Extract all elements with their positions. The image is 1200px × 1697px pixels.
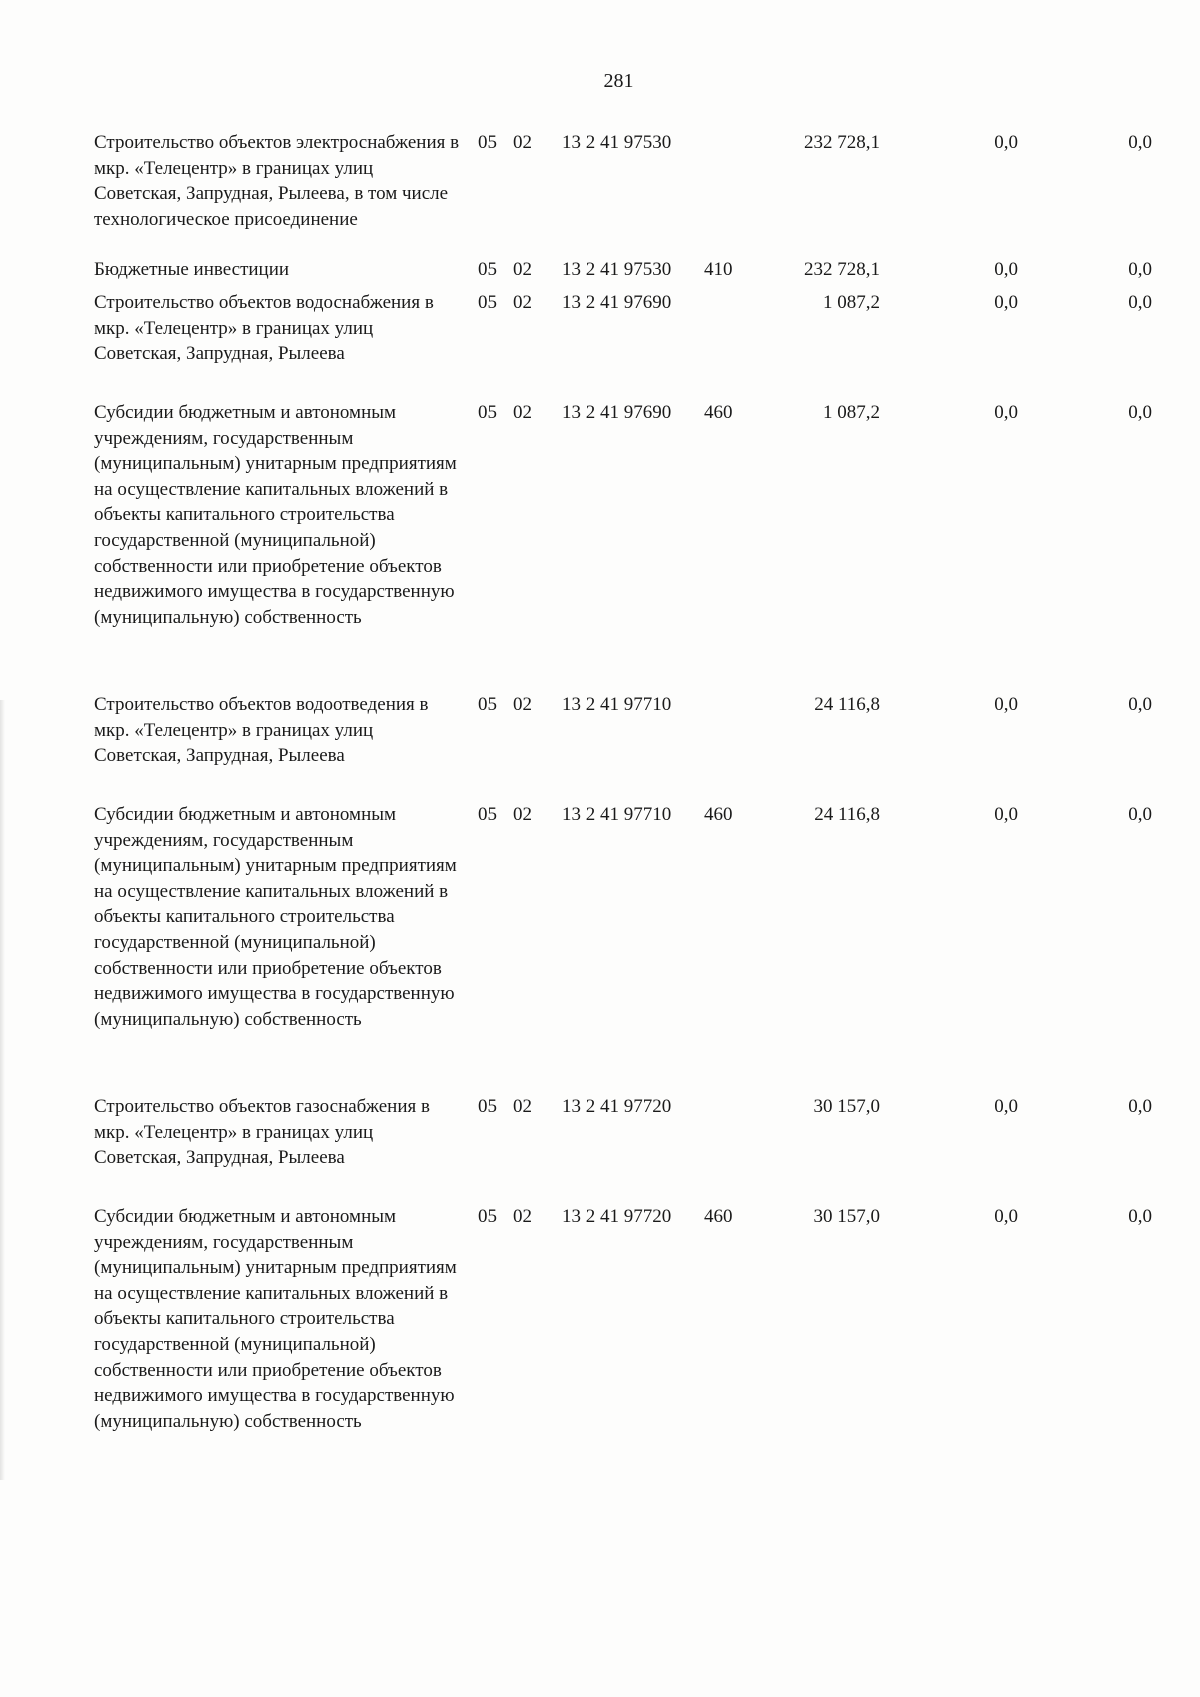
- row-amount-3: 0,0: [1128, 292, 1152, 313]
- row-amount-3: 0,0: [1128, 694, 1152, 715]
- row-section: 05: [478, 1096, 497, 1117]
- row-amount-3: 0,0: [1128, 132, 1152, 153]
- row-amount-1: 24 116,8: [814, 694, 880, 715]
- row-subsection: 02: [513, 132, 532, 153]
- row-amount-1: 30 157,0: [813, 1096, 880, 1117]
- row-subsection: 02: [513, 1096, 532, 1117]
- row-expense-type: 460: [704, 804, 733, 825]
- row-amount-1: 24 116,8: [814, 804, 880, 825]
- table-row: [0, 130, 1200, 257]
- row-amount-2: 0,0: [994, 804, 1018, 825]
- row-subsection: 02: [513, 694, 532, 715]
- row-name: Строительство объектов газоснабжения в мкр. «Телецентр» в границах улиц Советская, Запрудная, Рылеева: [94, 1096, 430, 1169]
- row-subsection: 02: [513, 292, 532, 313]
- row-name: Строительство объектов водоснабжения в мкр. «Телецентр» в границах улиц Советская, Запрудная, Рылеева: [94, 292, 434, 365]
- row-target-code: 13 2 41 97690: [562, 402, 672, 423]
- row-expense-type: 410: [704, 259, 733, 280]
- row-amount-1: 232 728,1: [804, 259, 880, 280]
- row-amount-1: 1 087,2: [823, 402, 880, 423]
- row-section: 05: [478, 694, 497, 715]
- row-name: Субсидии бюджетным и автономным учреждениям, государственным (муниципальным) унитарным предприятиям на осуществление капитальных вложений в объекты капитального строительства государственной (муниципальной) собственности или приобретение объектов недвижимого имущества в государственную (муниципальную) собственность: [94, 1206, 457, 1432]
- row-amount-2: 0,0: [994, 259, 1018, 280]
- row-target-code: 13 2 41 97720: [562, 1096, 672, 1117]
- row-amount-1: 232 728,1: [804, 132, 880, 153]
- row-amount-2: 0,0: [994, 292, 1018, 313]
- row-name: Субсидии бюджетным и автономным учреждениям, государственным (муниципальным) унитарным предприятиям на осуществление капитальных вложений в объекты капитального строительства государственной (муниципальной) собственности или приобретение объектов недвижимого имущества в государственную (муниципальную) собственность: [94, 804, 457, 1030]
- table-row: [0, 290, 1200, 400]
- table-row: [0, 1204, 1200, 1496]
- row-amount-2: 0,0: [994, 132, 1018, 153]
- row-amount-3: 0,0: [1128, 804, 1152, 825]
- row-amount-3: 0,0: [1128, 1096, 1152, 1117]
- page-number: 281: [603, 70, 634, 92]
- row-name: Строительство объектов водоотведения в мкр. «Телецентр» в границах улиц Советская, Запрудная, Рылеева: [94, 694, 429, 767]
- row-expense-type: 460: [704, 402, 733, 423]
- row-target-code: 13 2 41 97530: [562, 132, 672, 153]
- row-name: Строительство объектов электроснабжения в мкр. «Телецентр» в границах улиц Советская, Запрудная, Рылеева, в том числе технологическое присоединение: [94, 132, 460, 230]
- row-subsection: 02: [513, 804, 532, 825]
- table-row: [0, 692, 1200, 802]
- row-section: 05: [478, 804, 497, 825]
- row-section: 05: [478, 132, 497, 153]
- table-row: [0, 802, 1200, 1094]
- row-amount-2: 0,0: [994, 1206, 1018, 1227]
- row-amount-3: 0,0: [1128, 259, 1152, 280]
- row-amount-1: 30 157,0: [813, 1206, 880, 1227]
- row-target-code: 13 2 41 97720: [562, 1206, 672, 1227]
- row-section: 05: [478, 292, 497, 313]
- row-subsection: 02: [513, 1206, 532, 1227]
- row-subsection: 02: [513, 402, 532, 423]
- row-amount-2: 0,0: [994, 402, 1018, 423]
- row-target-code: 13 2 41 97530: [562, 259, 672, 280]
- row-expense-type: 460: [704, 1206, 733, 1227]
- row-target-code: 13 2 41 97690: [562, 292, 672, 313]
- row-target-code: 13 2 41 97710: [562, 694, 672, 715]
- table-row: [0, 400, 1200, 692]
- row-name: Бюджетные инвестиции: [94, 259, 290, 280]
- row-amount-3: 0,0: [1128, 402, 1152, 423]
- row-section: 05: [478, 259, 497, 280]
- row-target-code: 13 2 41 97710: [562, 804, 672, 825]
- table-row: [0, 1094, 1200, 1204]
- row-name: Субсидии бюджетным и автономным учреждениям, государственным (муниципальным) унитарным предприятиям на осуществление капитальных вложений в объекты капитального строительства государственной (муниципальной) собственности или приобретение объектов недвижимого имущества в государственную (муниципальную) собственность: [94, 402, 457, 628]
- row-section: 05: [478, 1206, 497, 1227]
- table-row: [0, 257, 1200, 290]
- row-subsection: 02: [513, 259, 532, 280]
- budget-table: [0, 130, 1200, 1496]
- row-amount-1: 1 087,2: [823, 292, 880, 313]
- row-amount-2: 0,0: [994, 1096, 1018, 1117]
- row-section: 05: [478, 402, 497, 423]
- row-amount-2: 0,0: [994, 694, 1018, 715]
- row-amount-3: 0,0: [1128, 1206, 1152, 1227]
